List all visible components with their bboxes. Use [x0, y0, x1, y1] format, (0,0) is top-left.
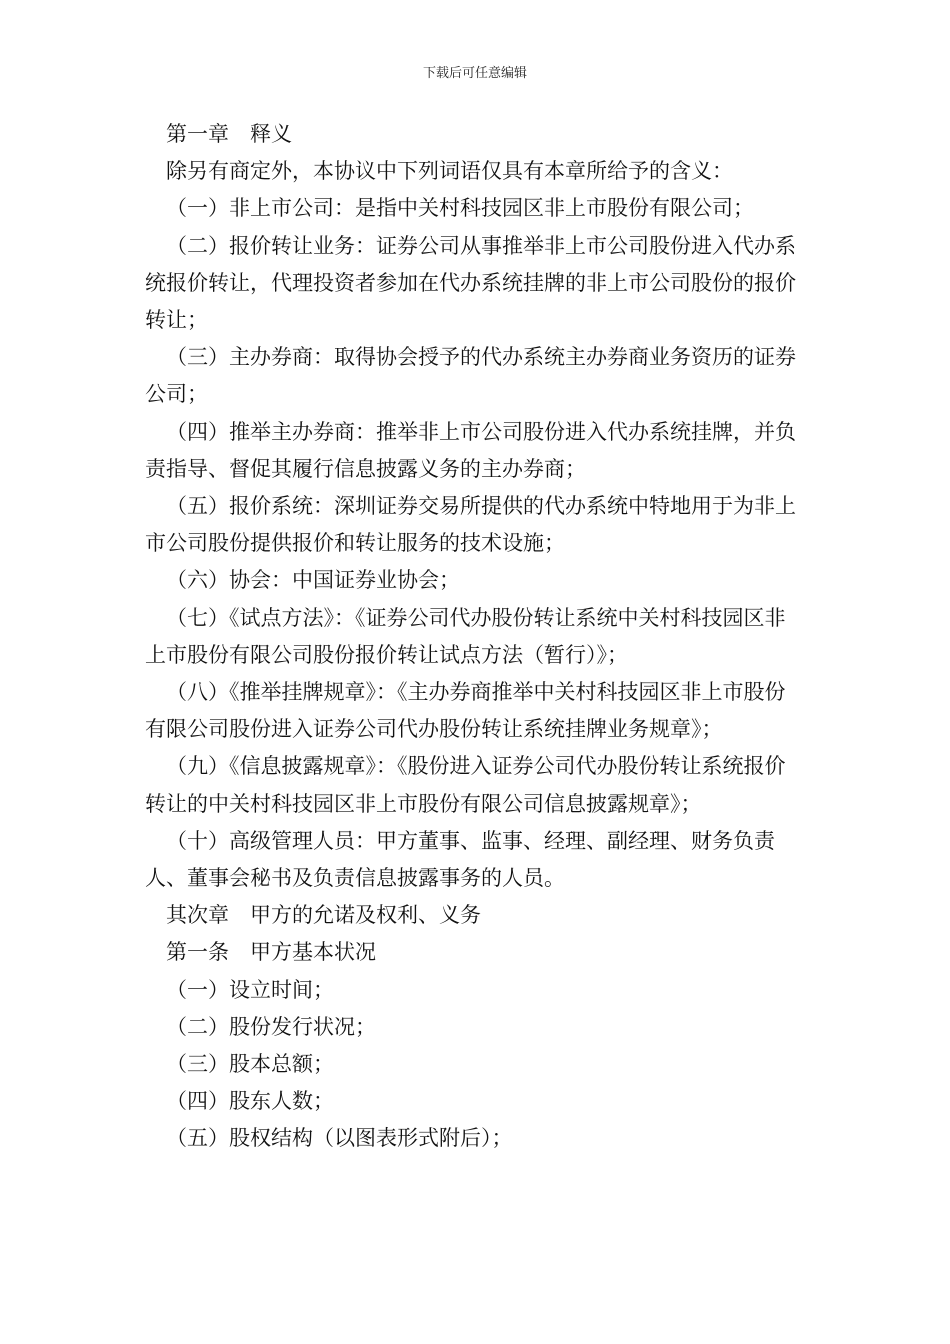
intro-paragraph: 除另有商定外，本协议中下列词语仅具有本章所给予的含义：	[166, 159, 733, 184]
basic-item-3: （三）股本总额；	[166, 1052, 334, 1077]
basic-item-1: （一）设立时间；	[166, 977, 334, 1002]
definition-5: （五）报价系统：深圳证券交易所提供的代办系统中特地用于为非上市公司股份提供报价和转让服务的技术设施；	[145, 494, 796, 556]
article-1-heading: 第一条 甲方基本状况	[166, 940, 376, 965]
definition-6: （六）协会：中国证券业协会；	[166, 568, 460, 593]
basic-item-2: （二）股份发行状况；	[166, 1014, 376, 1039]
document-body	[145, 116, 805, 1158]
chapter-1-heading: 第一章 释义	[166, 122, 292, 146]
definition-2: （二）报价转让业务：证券公司从事推举非上市公司股份进入代办系统报价转让，代理投资者参加在代办系统挂牌的非上市公司股份的报价转让；	[145, 233, 796, 333]
basic-item-4: （四）股东人数；	[166, 1089, 334, 1114]
definition-4: （四）推举主办券商：推举非上市公司股份进入代办系统挂牌，并负责指导、督促其履行信息披露义务的主办券商；	[145, 419, 796, 481]
definition-8: （八）《推举挂牌规章》：《主办券商推举中关村科技园区非上市股份有限公司股份进入证券公司代办股份转让系统挂牌业务规章》；	[145, 680, 786, 742]
page-header: 下载后可任意编辑	[422, 66, 527, 81]
definition-1: （一）非上市公司：是指中关村科技园区非上市股份有限公司；	[166, 196, 754, 221]
definition-9: （九）《信息披露规章》：《股份进入证券公司代办股份转让系统报价转让的中关村科技园区非上市股份有限公司信息披露规章》；	[145, 754, 786, 816]
definition-7: （七）《试点方法》：《证券公司代办股份转让系统中关村科技园区非上市股份有限公司股份报价转让试点方法（暂行）》；	[145, 605, 786, 667]
chapter-2-heading: 其次章 甲方的允诺及权利、义务	[166, 903, 481, 928]
definition-10: （十）高级管理人员：甲方董事、监事、经理、副经理、财务负责人、董事会秘书及负责信息披露事务的人员。	[145, 828, 775, 891]
definition-3: （三）主办券商：取得协会授予的代办系统主办券商业务资历的证券公司；	[145, 345, 796, 407]
basic-item-5: （五）股权结构（以图表形式附后）；	[166, 1126, 513, 1151]
